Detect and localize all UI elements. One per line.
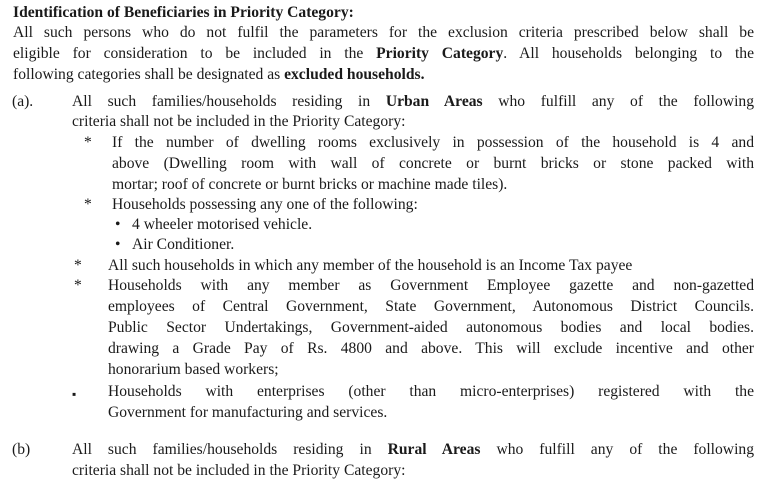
square-bullet-icon: ▪ xyxy=(72,387,77,401)
section-b-line-2: criteria shall not be included in the Priority Category: xyxy=(72,462,406,479)
section-b-line-1: All such families/households residing in Rural Areas who fulfill any of the following xyxy=(72,441,754,458)
asterisk-bullet-icon: * xyxy=(84,196,92,213)
dot-bullet-icon: • xyxy=(115,216,121,233)
item-4-line-1: Households with any member as Government Employee gazette and non-gazetted xyxy=(108,277,754,294)
section-a-label: (a). xyxy=(12,93,34,110)
item-4-line-4: drawing a Grade Pay of Rs. 4800 and above. This will exclude incentive and other xyxy=(108,340,754,357)
item-5-line-1: Households with enterprises (other than micro-enterprises) registered with the xyxy=(108,383,754,400)
dot-bullet-icon: • xyxy=(115,236,121,253)
item-1-line-2: above (Dwelling room with wall of concrete or burnt bricks or stone packed with xyxy=(112,155,754,172)
item-2-line-1: Households possessing any one of the following: xyxy=(112,196,418,213)
item-1-line-1: If the number of dwelling rooms exclusively in possession of the household is 4 and xyxy=(112,134,754,151)
item-4-line-2: employees of Central Government, State Government, Autonomous District Councils. xyxy=(108,298,754,315)
intro-line-2: eligible for consideration to be included in the Priority Category. All households belonging to the xyxy=(13,45,755,62)
section-a-line-1: All such families/households residing in Urban Areas who fulfill any of the following xyxy=(72,93,754,110)
item-5-line-2: Government for manufacturing and services. xyxy=(108,404,388,421)
item-3-line-1: All such households in which any member of the household is an Income Tax payee xyxy=(108,257,633,274)
section-heading: Identification of Beneficiaries in Priority Category: xyxy=(13,4,354,21)
subitem-vehicle: 4 wheeler motorised vehicle. xyxy=(132,216,313,233)
section-b-label: (b) xyxy=(12,441,31,458)
item-4-line-3: Public Sector Undertakings, Government-aided autonomous bodies and local bodies. xyxy=(108,319,754,336)
intro-line-1: All such persons who do not fulfil the parameters for the exclusion criteria prescribed below shall be xyxy=(13,24,754,41)
asterisk-bullet-icon: * xyxy=(74,277,82,294)
subitem-air-conditioner: Air Conditioner. xyxy=(132,236,235,253)
section-a-line-2: criteria shall not be included in the Priority Category: xyxy=(72,113,406,130)
asterisk-bullet-icon: * xyxy=(74,257,82,274)
item-1-line-3: mortar; roof of concrete or burnt bricks or machine made tiles). xyxy=(112,176,508,193)
asterisk-bullet-icon: * xyxy=(84,134,92,151)
intro-line-3: following categories shall be designated as excluded households. xyxy=(13,66,425,83)
item-4-line-5: honorarium based workers; xyxy=(108,361,279,378)
